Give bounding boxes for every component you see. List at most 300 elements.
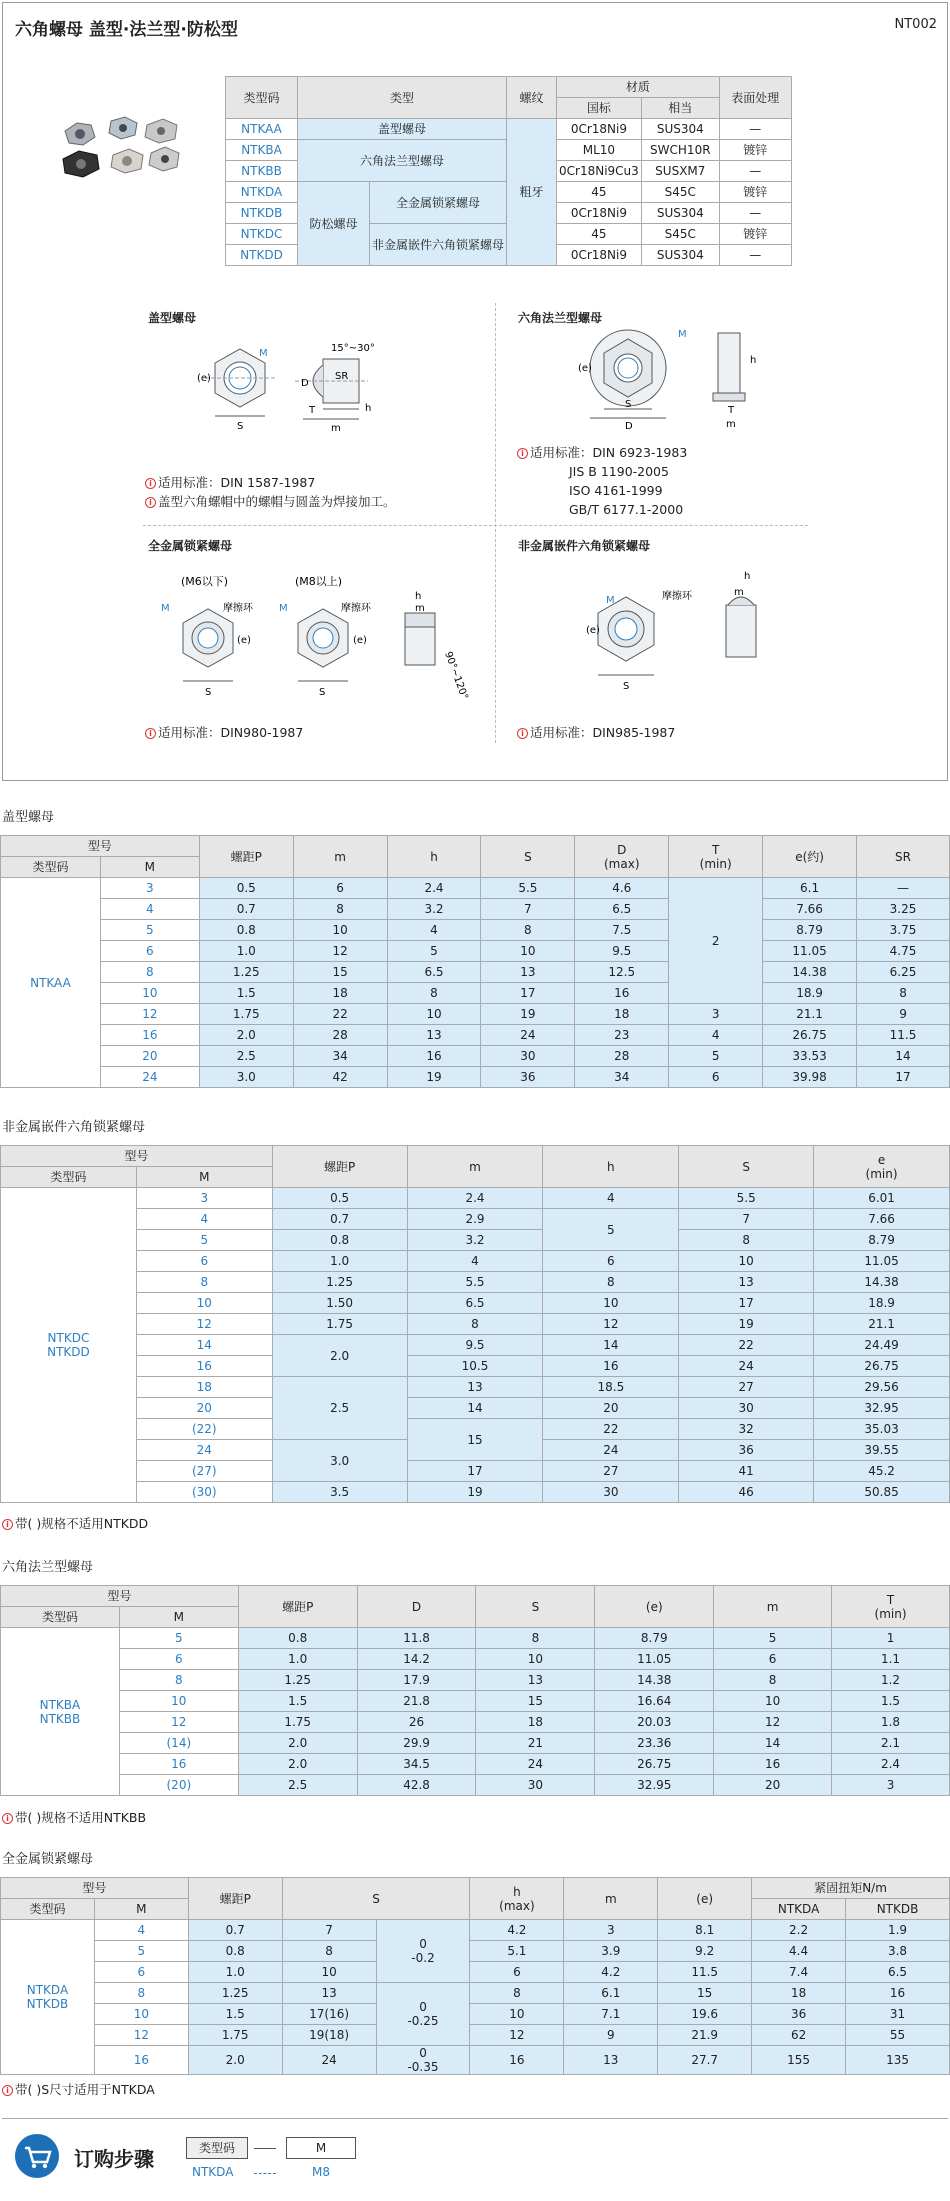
dim-T: T — [728, 405, 735, 416]
table-cell: 17 — [857, 1067, 950, 1088]
table-cell: 2 — [669, 878, 763, 1004]
table-cell: 32.95 — [814, 1398, 950, 1419]
table-cell: 13 — [564, 2046, 658, 2075]
table-cell: 36 — [679, 1440, 814, 1461]
table-cell: 11.05 — [595, 1649, 714, 1670]
table-row — [1, 1356, 950, 1377]
divider — [495, 303, 496, 743]
cap-nut-table: 型号 螺距P m h S D (max) T (min) e(约) SR 类型码 M NTKAA 3 0.5 6 2.4 5.5 4.6 2 6.1 — 4 0.7 8 3.2 7 6.5 7.66 3.25 5 0.8 10 4 8 7.5 8.79 3.75 6 1.0 12 5 10 9.5 11.05 4.75 8 1.25 15 6.5 13 12.5 14.38 6.25 10 1.5 18 8 17 16 18.9 8 12 1.75 22 10 19 18 3 21.1 9 16 2.0 28 13 24 23 4 26.75 11.5 20 2.5 34 16 30 28 5 33.53 14 24 3.0 42 19 36 34 6 39.98 17 — [0, 835, 950, 1088]
table-cell: 9.5 — [407, 1335, 543, 1356]
table-cell: 13 — [679, 1272, 814, 1293]
table-cell: 26 — [357, 1712, 476, 1733]
table-cell: 12 — [714, 1712, 832, 1733]
table-cell: 24.49 — [814, 1335, 950, 1356]
table-cell[interactable]: 16 — [136, 1356, 272, 1377]
table-cell: 6.5 — [407, 1293, 543, 1314]
table-cell: 1.25 — [272, 1272, 407, 1293]
table-cell: 16 — [387, 1046, 481, 1067]
table-cell: 26.75 — [763, 1025, 857, 1046]
table-cell: 39.55 — [814, 1440, 950, 1461]
table-cell: 10 — [293, 920, 387, 941]
table-cell: 11.5 — [658, 1962, 752, 1983]
nonmetal-lock-table: 型号 螺距P m h S e (min) 类型码 M NTKDC NTKDD 3 0.5 2.4 4 5.5 6.01 4 0.7 2.9 5 7 7.66 5 0.8 3.2 8 8.79 6 1.0 4 6 10 11.05 8 1.25 5.5 8 13 14.38 10 1.50 6.5 10 17 18.9 12 1.75 8 12 19 21.1 14 2.0 9.5 14 22 24.49 16 10.5 16 24 26.75 18 2.5 13 18.5 27 29.56 20 14 20 30 32.95 (22) 15 22 32 35.03 24 3.0 24 36 39.55 (27) 17 27 41 45.2 (30) 3.5 19 30 46 50.85 — [0, 1145, 950, 1503]
table-cell: 2.0 — [238, 1733, 357, 1754]
table-cell[interactable]: (30) — [136, 1482, 272, 1503]
table-cell[interactable]: 24 — [100, 1067, 199, 1088]
order-steps — [2, 2118, 948, 2192]
product-photo — [55, 111, 185, 181]
table-cell: 3.25 — [857, 899, 950, 920]
dim-SR: SR — [335, 371, 349, 382]
table-row — [1, 1920, 950, 1941]
table-cell: 4.2 — [564, 1962, 658, 1983]
flange-note: i 适用标准：DIN 6923-1983 JIS B 1190-2005 ISO 4161-1999 GB/T 6177.1-2000 — [517, 443, 687, 519]
table-cell: 6.1 — [564, 1983, 658, 2004]
table-cell[interactable]: 12 — [136, 1314, 272, 1335]
catalog-code: NT002 — [894, 17, 937, 32]
table-row — [1, 1670, 950, 1691]
metal-note: i 适用标准：DIN980-1987 — [145, 723, 303, 742]
table-cell: 5.5 — [407, 1272, 543, 1293]
table-cell[interactable]: 12 — [100, 1004, 199, 1025]
table-cell: 11.05 — [763, 941, 857, 962]
table-cell: 9 — [857, 1004, 950, 1025]
table-cell: 16 — [575, 983, 669, 1004]
table-cell: 7 — [481, 899, 575, 920]
table-cell: 18 — [476, 1712, 595, 1733]
friction-ring-label: 摩擦环 — [662, 591, 692, 602]
table-cell: 0.7 — [199, 899, 293, 920]
table-cell[interactable]: 5 — [94, 1941, 188, 1962]
table-cell: 22 — [679, 1335, 814, 1356]
info-icon: i — [145, 478, 156, 489]
table-row — [1, 1025, 950, 1046]
info-icon: i — [2, 2085, 13, 2096]
label-m6: (M6以下) — [181, 575, 229, 588]
table-cell: 1.0 — [199, 941, 293, 962]
table-cell: 14.38 — [763, 962, 857, 983]
table-cell[interactable]: 4 — [100, 899, 199, 920]
table-cell: 22 — [543, 1419, 679, 1440]
dim-S: S — [623, 681, 630, 692]
type-code-link[interactable]: NTKBB — [226, 161, 298, 182]
table-cell: 35.03 — [814, 1419, 950, 1440]
table-cell: 8.79 — [595, 1628, 714, 1649]
table-row — [1, 983, 950, 1004]
dim-M: M — [259, 348, 268, 359]
table-cell: 8 — [293, 899, 387, 920]
table-cell: 16.64 — [595, 1691, 714, 1712]
table-cell[interactable]: 5 — [100, 920, 199, 941]
metal-lock-title: 全金属锁紧螺母 — [148, 539, 233, 553]
table-cell: 4 — [543, 1188, 679, 1209]
table-cell: 2.5 — [199, 1046, 293, 1067]
table-cell: 18 — [293, 983, 387, 1004]
table-cell: 3 — [564, 1920, 658, 1941]
table-cell: 17 — [481, 983, 575, 1004]
table-cell: 5 — [543, 1209, 679, 1251]
table-cell: 13 — [481, 962, 575, 983]
order-example-code: NTKDA — [192, 2165, 234, 2179]
table-cell: 8 — [476, 1628, 595, 1649]
table-cell: 8.79 — [763, 920, 857, 941]
table-cell: 1.5 — [199, 983, 293, 1004]
table-cell: 0.7 — [188, 1920, 282, 1941]
dim-M: M — [279, 603, 288, 614]
table-cell: 10 — [387, 1004, 481, 1025]
type-code-link[interactable]: NTKAA — [226, 119, 298, 140]
table-cell: 14.38 — [814, 1272, 950, 1293]
table-cell: 32.95 — [595, 1775, 714, 1796]
nonmetal-note: i 适用标准：DIN985-1987 — [517, 723, 675, 742]
table-cell: 16 — [543, 1356, 679, 1377]
metal-lock-drawing — [153, 563, 488, 723]
table-row — [1, 1962, 950, 1983]
friction-ring-label: 摩擦环 — [223, 603, 253, 614]
table-cell: 24 — [476, 1754, 595, 1775]
table-cell: 8 — [714, 1670, 832, 1691]
table-cell: 31 — [846, 2004, 950, 2025]
table-cell: 2.0 — [272, 1335, 407, 1377]
table-cell: 2.4 — [407, 1188, 543, 1209]
table-cell: 45.2 — [814, 1461, 950, 1482]
type-code-link[interactable]: NTKDA — [226, 182, 298, 203]
table-cell[interactable]: 8 — [119, 1670, 238, 1691]
table-cell: 11.05 — [814, 1251, 950, 1272]
table-cell[interactable]: 5 — [136, 1230, 272, 1251]
spec-panel — [2, 2, 948, 781]
table-row — [1, 1482, 950, 1503]
table-cell: 8 — [282, 1941, 376, 1962]
table-cell: 17(16) — [282, 2004, 376, 2025]
table-cell[interactable]: 16 — [94, 2046, 188, 2075]
table-cell: 8 — [387, 983, 481, 1004]
table-cell[interactable]: 3 — [136, 1188, 272, 1209]
table-cell: 50.85 — [814, 1482, 950, 1503]
table-cell: 15 — [293, 962, 387, 983]
table-cell: 30 — [476, 1775, 595, 1796]
table-cell[interactable]: 4 — [136, 1209, 272, 1230]
table-row — [1, 962, 950, 983]
table-cell: 12 — [293, 941, 387, 962]
table-cell[interactable]: 5 — [119, 1628, 238, 1649]
dim-D: D — [625, 421, 633, 432]
table-cell: 32 — [679, 1419, 814, 1440]
table-cell: 2.4 — [387, 878, 481, 899]
table-cell: 1.75 — [188, 2025, 282, 2046]
section-title: 非金属嵌件六角锁紧螺母 — [2, 1120, 146, 1135]
table-cell: 6 — [543, 1251, 679, 1272]
table-cell[interactable]: 16 — [100, 1025, 199, 1046]
table-row — [1, 1712, 950, 1733]
table-cell: 30 — [543, 1482, 679, 1503]
table-row — [1, 1067, 950, 1088]
table-cell: 13 — [407, 1377, 543, 1398]
table-cell: 3 — [832, 1775, 950, 1796]
table-cell: 6.1 — [763, 878, 857, 899]
table-cell: 155 — [752, 2046, 846, 2075]
table-cell: 4.75 — [857, 941, 950, 962]
footnote: i 带( )规格不适用NTKDD — [2, 1514, 148, 1532]
table-cell: 27 — [543, 1461, 679, 1482]
label-m8: (M8以上) — [295, 575, 343, 588]
dim-m: m — [734, 587, 744, 598]
table-cell[interactable]: 8 — [136, 1272, 272, 1293]
angle-label: 90°~120° — [442, 650, 470, 702]
table-cell: 8.1 — [658, 1920, 752, 1941]
table-row — [1, 1691, 950, 1712]
section-title: 全金属锁紧螺母 — [2, 1852, 94, 1867]
table-cell: 8.79 — [814, 1230, 950, 1251]
table-cell: 26.75 — [595, 1754, 714, 1775]
dim-m: m — [331, 423, 341, 434]
table-cell: 5.1 — [470, 1941, 564, 1962]
table-cell: 30 — [481, 1046, 575, 1067]
table-cell: 2.5 — [272, 1377, 407, 1440]
table-cell[interactable]: 6 — [94, 1962, 188, 1983]
order-dash — [254, 2173, 276, 2174]
table-cell: 0.8 — [188, 1941, 282, 1962]
table-cell: 10 — [481, 941, 575, 962]
dim-h: h — [744, 571, 751, 582]
table-cell: 6 — [669, 1067, 763, 1088]
divider — [143, 525, 808, 526]
table-cell[interactable]: 10 — [119, 1691, 238, 1712]
table-cell[interactable]: 12 — [94, 2025, 188, 2046]
table-cell[interactable]: 8 — [100, 962, 199, 983]
table-cell[interactable]: 24 — [136, 1440, 272, 1461]
table-cell: 5 — [714, 1628, 832, 1649]
table-cell: 8 — [543, 1272, 679, 1293]
table-row — [1, 1754, 950, 1775]
table-cell[interactable]: (22) — [136, 1419, 272, 1440]
table-cell: 29.9 — [357, 1733, 476, 1754]
table-cell[interactable]: 8 — [94, 1983, 188, 2004]
order-dash — [254, 2148, 276, 2149]
table-cell: 7.4 — [752, 1962, 846, 1983]
table-cell: 3.9 — [564, 1941, 658, 1962]
table-cell[interactable]: 6 — [136, 1251, 272, 1272]
footnote: i 带( )规格不适用NTKBB — [2, 1808, 146, 1826]
table-cell: 42.8 — [357, 1775, 476, 1796]
table-cell: 4.4 — [752, 1941, 846, 1962]
table-cell: 22 — [293, 1004, 387, 1025]
table-cell: — — [857, 878, 950, 899]
table-cell: 0.8 — [272, 1230, 407, 1251]
table-cell: 17.9 — [357, 1670, 476, 1691]
table-cell: 16 — [714, 1754, 832, 1775]
table-cell[interactable]: (14) — [119, 1733, 238, 1754]
table-row — [1, 1188, 950, 1209]
table-cell: 10 — [679, 1251, 814, 1272]
table-cell: 29.56 — [814, 1377, 950, 1398]
table-cell[interactable]: 10 — [100, 983, 199, 1004]
table-cell: 2.4 — [832, 1754, 950, 1775]
table-cell[interactable]: 18 — [136, 1377, 272, 1398]
table-cell: 10 — [543, 1293, 679, 1314]
table-cell: 9 — [564, 2025, 658, 2046]
table-cell: 135 — [846, 2046, 950, 2075]
table-row — [1, 1046, 950, 1067]
page-title: 六角螺母 盖型·法兰型·防松型 — [15, 20, 238, 40]
info-icon: i — [2, 1519, 13, 1530]
flange-nut-table: 型号 螺距P D S (e) m T (min) 类型码 M NTKBA NTKBB 5 0.8 11.8 8 8.79 5 1 6 1.0 14.2 10 11.05 6 1.1 8 1.25 17.9 13 14.38 8 1.2 10 1.5 21.8 15 16.64 10 1.5 12 1.75 26 18 20.03 12 1.8 (14) 2.0 29.9 21 23.36 14 2.1 16 2.0 34.5 24 26.75 16 2.4 (20) 2.5 42.8 30 32.95 20 3 — [0, 1585, 950, 1796]
table-cell: 13 — [476, 1670, 595, 1691]
table-cell: 10 — [282, 1962, 376, 1983]
dim-e: (e) — [197, 373, 211, 384]
table-cell: 10 — [476, 1649, 595, 1670]
table-cell: 0 -0.2 — [376, 1920, 470, 1983]
order-title: 订购步骤 — [74, 2147, 154, 2171]
nonmetal-lock-title: 非金属嵌件六角锁紧螺母 — [518, 539, 651, 553]
table-cell: 18 — [752, 1983, 846, 2004]
table-cell: 41 — [679, 1461, 814, 1482]
table-cell: 55 — [846, 2025, 950, 2046]
table-cell: 34.5 — [357, 1754, 476, 1775]
table-cell: 0.5 — [199, 878, 293, 899]
table-cell[interactable]: 20 — [136, 1398, 272, 1419]
table-cell: 12 — [470, 2025, 564, 2046]
table-cell[interactable]: (20) — [119, 1775, 238, 1796]
table-cell: 1.5 — [832, 1691, 950, 1712]
table-cell: 20 — [714, 1775, 832, 1796]
type-code-link[interactable]: NTKBA — [226, 140, 298, 161]
table-cell: 27 — [679, 1377, 814, 1398]
table-cell[interactable]: (27) — [136, 1461, 272, 1482]
dim-D: D — [301, 378, 309, 389]
table-cell: 9.2 — [658, 1941, 752, 1962]
table-cell: 2.0 — [199, 1025, 293, 1046]
dim-e: (e) — [586, 625, 600, 636]
table-cell: 6.01 — [814, 1188, 950, 1209]
friction-ring-label: 摩擦环 — [341, 603, 371, 614]
table-cell: 15 — [407, 1419, 543, 1461]
table-cell[interactable]: 12 — [119, 1712, 238, 1733]
table-cell[interactable]: 20 — [100, 1046, 199, 1067]
table-cell: 24 — [481, 1025, 575, 1046]
dim-e: (e) — [353, 635, 367, 646]
dim-M: M — [606, 595, 615, 606]
type-code-link[interactable]: NTKDC — [226, 224, 298, 245]
table-cell: 3.5 — [272, 1482, 407, 1503]
cap-nut-drawing — [183, 331, 413, 466]
table-cell[interactable]: 6 — [100, 941, 199, 962]
table-row — [1, 1941, 950, 1962]
table-cell: 1.2 — [832, 1670, 950, 1691]
table-row — [1, 1377, 950, 1398]
table-cell: 6.5 — [846, 1962, 950, 1983]
table-cell: 1.8 — [832, 1712, 950, 1733]
table-cell: 2.9 — [407, 1209, 543, 1230]
table-row — [1, 941, 950, 962]
table-cell: 36 — [752, 2004, 846, 2025]
table-cell: 24 — [282, 2046, 376, 2075]
dim-m: m — [415, 603, 425, 614]
table-cell: 0 -0.35 — [376, 2046, 470, 2075]
table-cell: 5 — [669, 1046, 763, 1067]
table-cell: 39.98 — [763, 1067, 857, 1088]
table-cell: 7.66 — [763, 899, 857, 920]
table-cell: 1.25 — [188, 1983, 282, 2004]
table-row — [1, 1649, 950, 1670]
table-row — [1, 1628, 950, 1649]
table-cell: 11.5 — [857, 1025, 950, 1046]
table-cell: 3.0 — [199, 1067, 293, 1088]
table-cell: 4 — [407, 1251, 543, 1272]
table-cell: 1 — [832, 1628, 950, 1649]
table-row — [1, 2004, 950, 2025]
table-cell: 7 — [679, 1209, 814, 1230]
table-cell: 2.2 — [752, 1920, 846, 1941]
flange-nut-title: 六角法兰型螺母 — [518, 311, 603, 325]
table-cell: 20.03 — [595, 1712, 714, 1733]
table-cell[interactable]: 3 — [100, 878, 199, 899]
table-cell: 21.8 — [357, 1691, 476, 1712]
table-cell: 46 — [679, 1482, 814, 1503]
table-cell[interactable]: 4 — [94, 1920, 188, 1941]
table-cell[interactable]: 6 — [119, 1649, 238, 1670]
table-cell: 62 — [752, 2025, 846, 2046]
table-row — [1, 1209, 950, 1230]
table-cell: 13 — [387, 1025, 481, 1046]
table-cell: 7 — [282, 1920, 376, 1941]
table-cell: 1.9 — [846, 1920, 950, 1941]
info-icon: i — [517, 448, 528, 459]
table-cell: 3.2 — [407, 1230, 543, 1251]
table-cell: 24 — [679, 1356, 814, 1377]
table-cell: NTKDA NTKDB — [1, 1920, 95, 2075]
table-cell: 13 — [282, 1983, 376, 2004]
table-cell: 1.5 — [238, 1691, 357, 1712]
table-cell: 26.75 — [814, 1356, 950, 1377]
dim-m: m — [726, 419, 736, 430]
table-cell: 1.75 — [199, 1004, 293, 1025]
table-row — [1, 1272, 950, 1293]
table-cell: 0.5 — [272, 1188, 407, 1209]
table-cell: 34 — [575, 1067, 669, 1088]
table-cell[interactable]: 10 — [136, 1293, 272, 1314]
table-cell: 5.5 — [481, 878, 575, 899]
table-cell: 19(18) — [282, 2025, 376, 2046]
type-code-link[interactable]: NTKDB — [226, 203, 298, 224]
table-row — [1, 1004, 950, 1025]
table-cell: 4.6 — [575, 878, 669, 899]
table-cell: 6.5 — [575, 899, 669, 920]
table-cell: 8 — [857, 983, 950, 1004]
table-row — [1, 1398, 950, 1419]
table-cell: 0.7 — [272, 1209, 407, 1230]
table-cell[interactable]: 10 — [94, 2004, 188, 2025]
table-row — [1, 1293, 950, 1314]
table-row — [1, 1251, 950, 1272]
table-cell: 3.75 — [857, 920, 950, 941]
table-cell: 17 — [679, 1293, 814, 1314]
table-cell: 21.1 — [763, 1004, 857, 1025]
table-cell: 1.1 — [832, 1649, 950, 1670]
table-cell: 2.1 — [832, 1733, 950, 1754]
table-cell: 2.0 — [238, 1754, 357, 1775]
table-cell: 4.2 — [470, 1920, 564, 1941]
table-cell: 34 — [293, 1046, 387, 1067]
table-cell: 14.2 — [357, 1649, 476, 1670]
table-cell[interactable]: 14 — [136, 1335, 272, 1356]
table-cell: 6 — [293, 878, 387, 899]
table-cell: 1.0 — [272, 1251, 407, 1272]
table-cell[interactable]: 16 — [119, 1754, 238, 1775]
table-row — [1, 1314, 950, 1335]
type-code-link[interactable]: NTKDD — [226, 245, 298, 266]
table-cell: 0.8 — [199, 920, 293, 941]
